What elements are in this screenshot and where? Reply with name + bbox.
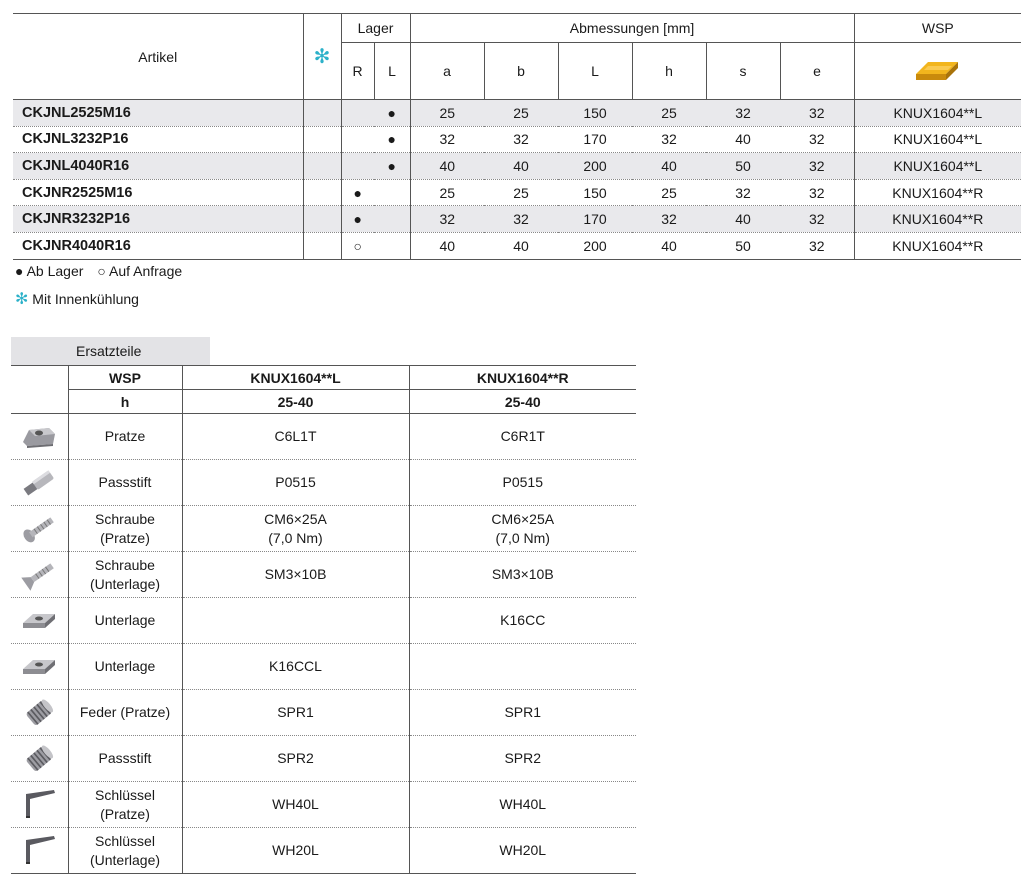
part-r: [409, 828, 636, 874]
cell-a: 40: [410, 153, 484, 180]
part-l-line: K16CCL: [269, 658, 322, 674]
header-r: R: [341, 43, 374, 100]
part-r: [409, 782, 636, 828]
cell-h: 32: [632, 126, 706, 153]
part-image-cell: [11, 690, 68, 736]
part-name-line: Schlüssel: [95, 832, 155, 849]
header-wsp: WSP: [68, 366, 182, 390]
table-row: [11, 828, 636, 874]
table-row: [11, 506, 636, 552]
cell-r: ●: [341, 206, 374, 233]
cell-s: 40: [706, 126, 780, 153]
part-name-line: Unterlage: [94, 612, 156, 628]
pin-icon: [11, 468, 68, 498]
cell-s: 40: [706, 206, 780, 233]
cell-art: CKJNR2525M16: [13, 179, 303, 206]
countersunk-screw-icon: [11, 559, 68, 591]
cell-h: 25: [632, 179, 706, 206]
cell-L: 150: [558, 179, 632, 206]
part-name-line: Schraube: [95, 510, 155, 527]
table-row: [11, 460, 636, 506]
part-name-line: Passstift: [98, 750, 152, 766]
part-image-cell: [11, 782, 68, 828]
cell-a: 40: [410, 232, 484, 259]
cell-wsp: KNUX1604**L: [854, 100, 1021, 127]
part-r: [409, 460, 636, 506]
cell-h: 40: [632, 153, 706, 180]
part-l: [182, 414, 409, 460]
part-r-line: SPR2: [504, 750, 542, 766]
header-h: h: [632, 43, 706, 100]
part-name: [68, 736, 182, 782]
part-name: [68, 414, 182, 460]
table-row: [13, 179, 1021, 206]
cell-L: 150: [558, 100, 632, 127]
cell-e: 32: [780, 179, 854, 206]
header-s: s: [706, 43, 780, 100]
snowflake-icon: ✻: [313, 46, 331, 68]
cell-wsp: KNUX1604**R: [854, 232, 1021, 259]
part-r-line: K16CC: [500, 612, 546, 628]
icon-header: [11, 366, 68, 414]
cell-e: 32: [780, 100, 854, 127]
part-r: [409, 552, 636, 598]
header-a: a: [410, 43, 484, 100]
part-l-line: C6L1T: [274, 428, 317, 444]
cell-art: CKJNL2525M16: [13, 100, 303, 127]
part-image-cell: [11, 460, 68, 506]
cell-e: 32: [780, 153, 854, 180]
table-row: [11, 782, 636, 828]
part-image-cell: [11, 828, 68, 874]
header-b: b: [484, 43, 558, 100]
cell-cool: [303, 100, 341, 127]
header-h-r: 25-40: [409, 390, 636, 414]
shim-icon: [11, 609, 68, 633]
header-artikel: Artikel: [13, 14, 303, 100]
cell-e: 32: [780, 232, 854, 259]
cell-cool: [303, 126, 341, 153]
cell-L: 200: [558, 232, 632, 259]
part-image-cell: [11, 552, 68, 598]
part-name-line: (Unterlage): [89, 575, 161, 592]
part-l: [182, 598, 409, 644]
part-r: [409, 644, 636, 690]
part-l-line: SPR2: [277, 750, 314, 766]
cell-h: 32: [632, 206, 706, 233]
part-image-cell: [11, 598, 68, 644]
part-name-line: (Pratze): [100, 529, 150, 546]
cell-r: ●: [341, 179, 374, 206]
part-l-line: P0515: [275, 474, 316, 490]
cell-cool: [303, 232, 341, 259]
part-r-line: SPR1: [504, 704, 542, 720]
cell-s: 32: [706, 179, 780, 206]
cell-b: 40: [484, 153, 558, 180]
header-knux-l: KNUX1604**L: [182, 366, 409, 390]
header-h: h: [68, 390, 182, 414]
cell-cool: [303, 179, 341, 206]
cell-l: [374, 179, 410, 206]
shim-icon: [11, 655, 68, 679]
cell-art: CKJNL4040R16: [13, 153, 303, 180]
table-row: [11, 598, 636, 644]
part-name-line: Pratze: [104, 428, 146, 444]
part-name-line: Unterlage: [94, 658, 156, 674]
table-row: [11, 644, 636, 690]
cell-b: 32: [484, 206, 558, 233]
cell-art: CKJNL3232P16: [13, 126, 303, 153]
cell-art: CKJNR3232P16: [13, 206, 303, 233]
cell-cool: [303, 153, 341, 180]
table-row: [13, 126, 1021, 153]
cell-b: 32: [484, 126, 558, 153]
part-r: [409, 690, 636, 736]
part-l-line: WH40L: [272, 796, 319, 812]
cell-L: 170: [558, 126, 632, 153]
legend-stock: [15, 263, 182, 279]
table-row: [13, 232, 1021, 259]
part-l-line: SPR1: [277, 704, 314, 720]
part-image-cell: [11, 414, 68, 460]
part-r-line: WH40L: [499, 796, 547, 812]
header-wsp: WSP: [854, 14, 1021, 43]
cell-a: 32: [410, 206, 484, 233]
part-name: [68, 644, 182, 690]
cell-wsp: KNUX1604**L: [854, 153, 1021, 180]
snowflake-icon: ✻: [15, 291, 29, 308]
cell-wsp: KNUX1604**L: [854, 126, 1021, 153]
part-l-line: SM3×10B: [264, 566, 327, 582]
table-row: [13, 206, 1021, 233]
header-knux-r: KNUX1604**R: [409, 366, 636, 390]
cell-b: 40: [484, 232, 558, 259]
part-r: [409, 736, 636, 782]
cell-art: CKJNR4040R16: [13, 232, 303, 259]
cell-a: 25: [410, 100, 484, 127]
cell-r: ○: [341, 232, 374, 259]
header-e: e: [780, 43, 854, 100]
part-name-line: Feder (Pratze): [79, 704, 171, 720]
part-l: [182, 460, 409, 506]
part-r-line: C6R1T: [500, 428, 545, 444]
part-l: [182, 782, 409, 828]
legend-auf-anfrage: ○ Auf Anfrage: [97, 263, 183, 279]
cell-L: 170: [558, 206, 632, 233]
part-l: [182, 552, 409, 598]
cell-r: [341, 126, 374, 153]
part-image-cell: [11, 644, 68, 690]
part-name: [68, 782, 182, 828]
cell-h: 25: [632, 100, 706, 127]
table-row: [11, 552, 636, 598]
cell-cool: [303, 206, 341, 233]
part-l-line: (7,0 Nm): [268, 529, 323, 546]
cell-r: [341, 153, 374, 180]
legend-cooling: [15, 289, 139, 309]
part-l-line: WH20L: [272, 842, 319, 858]
part-r-line: SM3×10B: [491, 566, 554, 582]
spare-parts-table: [11, 365, 636, 874]
cell-s: 32: [706, 100, 780, 127]
product-table: [13, 13, 1021, 260]
spare-parts-title: Ersatzteile: [11, 337, 210, 365]
header-length: L: [558, 43, 632, 100]
part-name-line: (Pratze): [100, 805, 150, 822]
hex-key-icon: [11, 788, 68, 822]
clamp-icon: [11, 424, 68, 450]
cell-a: 25: [410, 179, 484, 206]
part-name: [68, 506, 182, 552]
table-row: [11, 690, 636, 736]
cell-s: 50: [706, 232, 780, 259]
part-l-line: CM6×25A: [264, 510, 327, 527]
part-r: [409, 598, 636, 644]
cell-l: ●: [374, 153, 410, 180]
cell-b: 25: [484, 179, 558, 206]
part-r: [409, 414, 636, 460]
cell-wsp: KNUX1604**R: [854, 206, 1021, 233]
header-abmessungen: Abmessungen [mm]: [410, 14, 854, 43]
legend-ab-lager: ● Ab Lager: [15, 263, 84, 279]
cell-r: [341, 100, 374, 127]
insert-image-cell: [854, 43, 1021, 100]
part-name-line: Schraube: [95, 556, 155, 573]
part-r-line: CM6×25A: [491, 510, 555, 527]
cell-e: 32: [780, 126, 854, 153]
part-image-cell: [11, 736, 68, 782]
cell-l: ●: [374, 126, 410, 153]
table-row: [11, 736, 636, 782]
cell-b: 25: [484, 100, 558, 127]
table-row: [13, 153, 1021, 180]
part-r-line: P0515: [502, 474, 543, 490]
part-name-line: Passstift: [98, 474, 152, 490]
spring-icon: [11, 742, 68, 776]
header-l: L: [374, 43, 410, 100]
part-l: [182, 736, 409, 782]
part-l: [182, 828, 409, 874]
cell-l: [374, 206, 410, 233]
header-lager: Lager: [341, 14, 410, 43]
cell-l: ●: [374, 100, 410, 127]
header-h-l: 25-40: [182, 390, 409, 414]
table-row: [13, 100, 1021, 127]
cooling-header: [303, 14, 341, 100]
part-name: [68, 598, 182, 644]
table-row: [11, 414, 636, 460]
part-name-line: Schlüssel: [95, 786, 155, 803]
part-name: [68, 828, 182, 874]
legend-innenkuehlung: Mit Innenkühlung: [32, 291, 139, 307]
part-l: [182, 506, 409, 552]
spring-icon: [11, 696, 68, 730]
part-r: [409, 506, 636, 552]
cell-l: [374, 232, 410, 259]
part-l: [182, 690, 409, 736]
cell-e: 32: [780, 206, 854, 233]
part-name: [68, 460, 182, 506]
part-l: [182, 644, 409, 690]
part-name: [68, 690, 182, 736]
cell-a: 32: [410, 126, 484, 153]
part-image-cell: [11, 506, 68, 552]
cell-L: 200: [558, 153, 632, 180]
insert-icon: [912, 58, 964, 84]
hex-key-icon: [11, 834, 68, 868]
screw-icon: [11, 513, 68, 545]
cell-s: 50: [706, 153, 780, 180]
part-name-line: (Unterlage): [89, 851, 161, 868]
part-r-line: WH20L: [499, 842, 547, 858]
cell-wsp: KNUX1604**R: [854, 179, 1021, 206]
part-r-line: (7,0 Nm): [495, 529, 550, 546]
part-name: [68, 552, 182, 598]
cell-h: 40: [632, 232, 706, 259]
